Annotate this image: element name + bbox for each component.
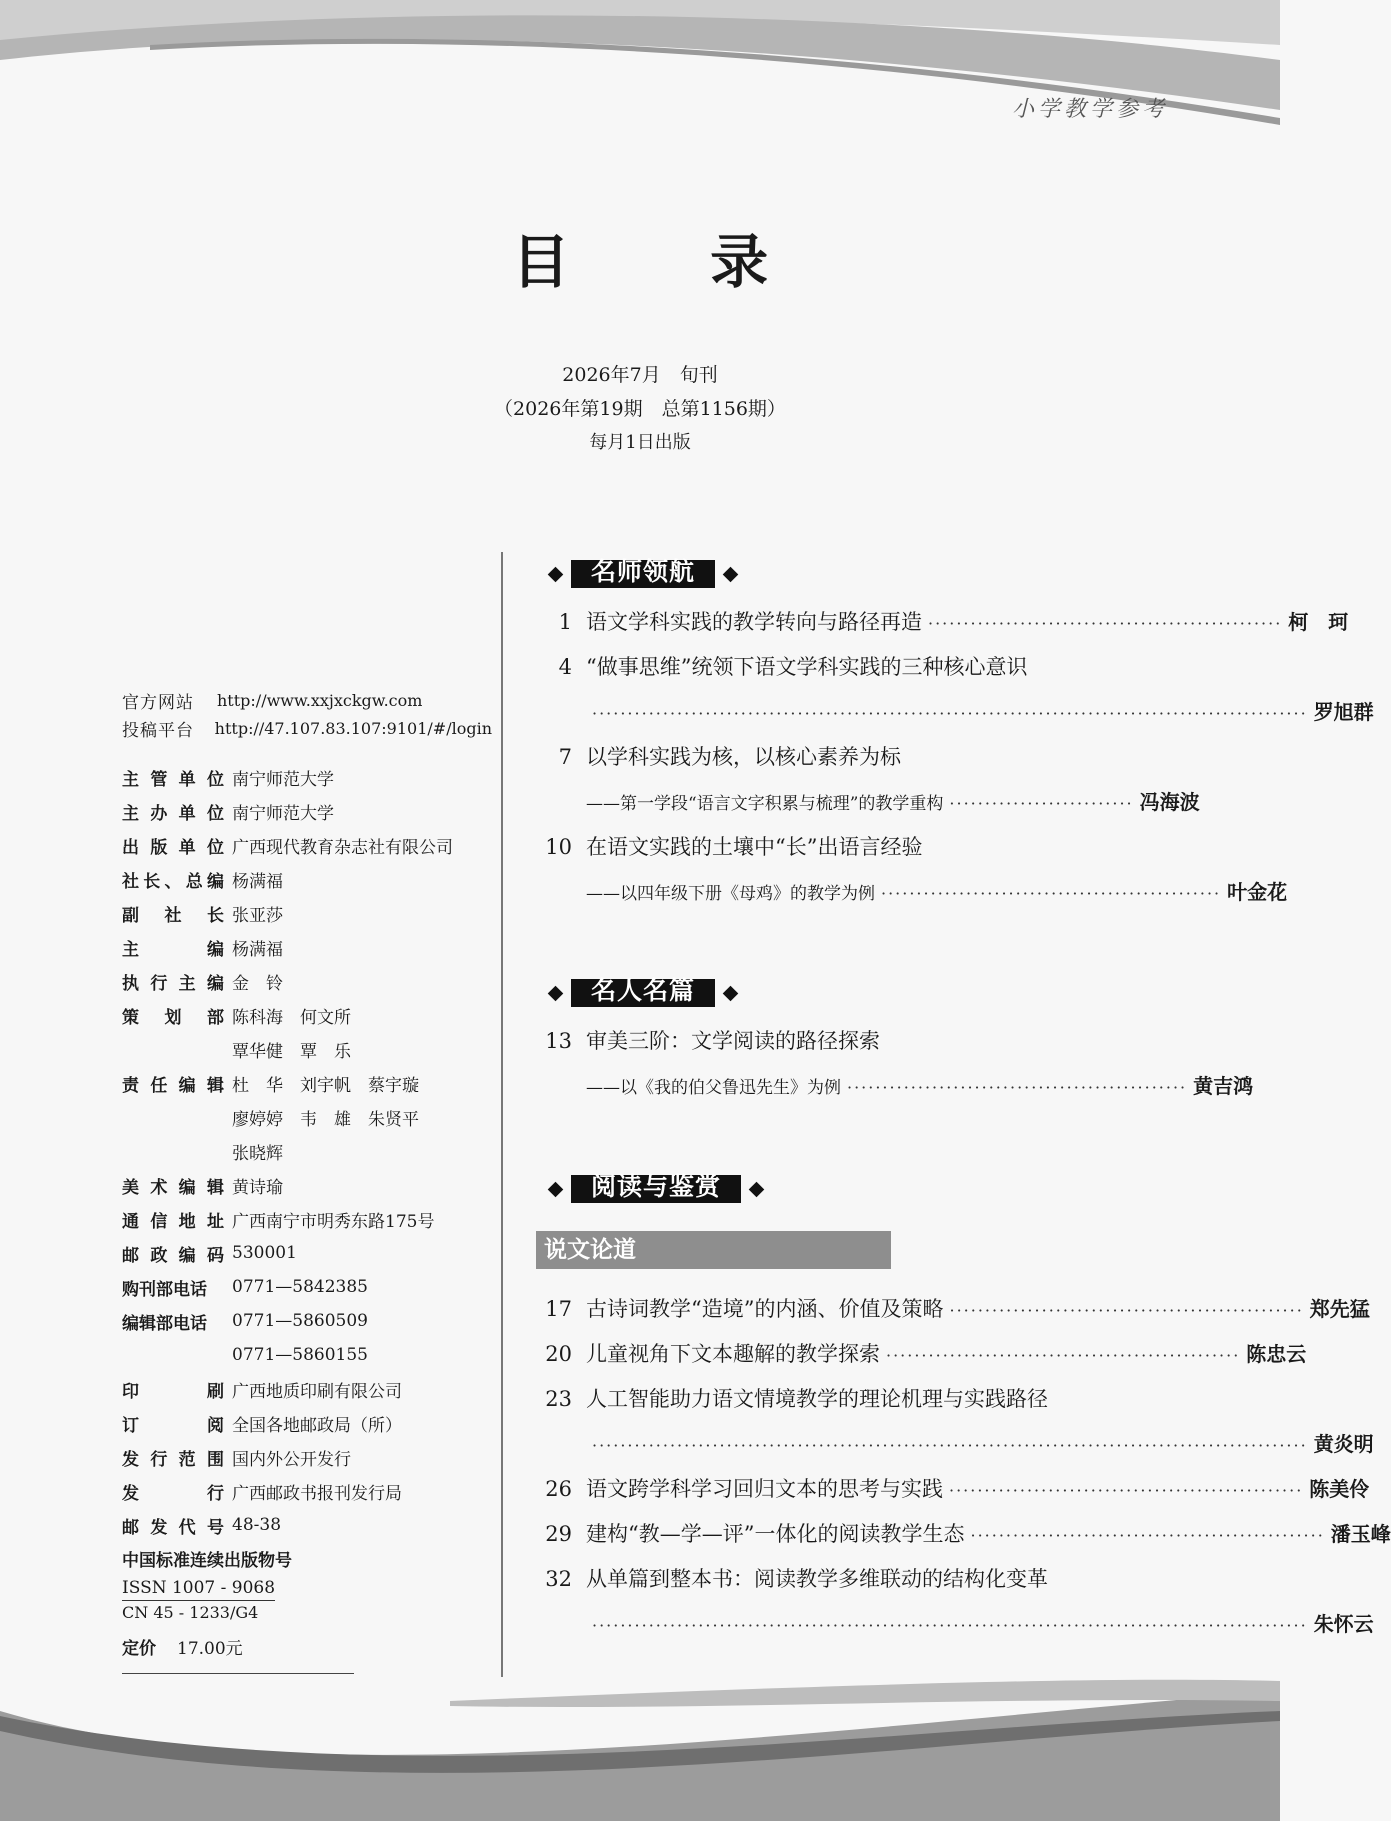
masthead-row [122, 1100, 492, 1134]
masthead-rows [122, 760, 492, 1542]
section-label: 名师领航 [571, 560, 715, 588]
masthead-row [122, 1406, 492, 1440]
cn-number: CN 45 - 1233/G4 [122, 1603, 259, 1622]
entry-author: 陈忠云 [1246, 1342, 1307, 1366]
masthead-value: 0771—5842385 [232, 1277, 368, 1297]
entry-author: 陈美伶 [1309, 1477, 1370, 1501]
masthead-bottom-rule [122, 1673, 354, 1674]
bottom-decorative-swoosh [0, 1671, 1280, 1821]
masthead-key: 责任编辑 [122, 1075, 224, 1096]
table-of-contents [536, 554, 1391, 1647]
diamond-icon [723, 985, 739, 1001]
masthead-row [122, 1134, 492, 1168]
entry-page: 13 [545, 1029, 572, 1053]
masthead-value: 陈科海 何文所 [232, 1007, 351, 1028]
section-label: 阅读与鉴赏 [571, 1175, 741, 1203]
entry-page: 29 [545, 1522, 572, 1546]
masthead-row [122, 896, 492, 930]
diamond-icon [723, 566, 739, 582]
leader-dots: ·························· [949, 794, 1134, 813]
leader-dots: ·················································· [949, 1301, 1304, 1320]
leader-dots: ····································································································· [592, 1436, 1308, 1455]
diamond-icon [548, 1181, 564, 1197]
masthead-row [122, 1338, 492, 1372]
masthead-key: 主管单位 [122, 769, 224, 790]
toc-entry[interactable] [536, 1512, 1391, 1557]
masthead-value: 南宁师范大学 [232, 769, 334, 790]
submission-row [122, 714, 492, 742]
masthead-value: 杨满福 [232, 939, 283, 960]
masthead-key: 主办单位 [122, 803, 224, 824]
masthead-value: 广西南宁市明秀东路175号 [232, 1211, 435, 1232]
masthead-value: 张晓辉 [232, 1143, 283, 1164]
masthead-row [122, 862, 492, 896]
toc-entry[interactable] [536, 1377, 1374, 1467]
issue-number: （2026年第19期 总第1156期） [494, 398, 786, 420]
entry-author: 潘玉峰 [1330, 1522, 1391, 1546]
masthead-value: 黄诗瑜 [232, 1177, 283, 1198]
column-divider [501, 552, 503, 1677]
masthead-row [122, 998, 492, 1032]
masthead-row [122, 794, 492, 828]
issn: ISSN 1007 - 9068 [122, 1576, 275, 1601]
masthead-key: 策划部 [122, 1007, 224, 1028]
entry-title: “做事思维”统领下语文学科实践的三种核心意识 [586, 655, 1028, 679]
entry-subtitle: ——第一学段“语言文字积累与梳理”的教学重构 [586, 794, 944, 814]
entry-author: 冯海波 [1139, 790, 1200, 814]
price-value: 17.00元 [177, 1638, 243, 1659]
entry-page: 20 [545, 1342, 572, 1366]
diamond-icon [749, 1181, 765, 1197]
masthead-row [122, 1508, 492, 1542]
diamond-icon [548, 985, 564, 1001]
entry-title: 从单篇到整本书：阅读教学多维联动的结构化变革 [586, 1567, 1048, 1591]
masthead-row [122, 1168, 492, 1202]
issue-date: 2026年7月 旬刊 [562, 364, 718, 386]
masthead-key: 出版单位 [122, 837, 224, 858]
toc-entry[interactable] [536, 735, 1200, 825]
masthead-row [122, 1440, 492, 1474]
masthead-key: 编辑部电话 [122, 1313, 207, 1334]
entry-author: 朱怀云 [1313, 1612, 1374, 1636]
entry-subtitle: ——以四年级下册《母鸡》的教学为例 [586, 884, 875, 904]
leader-dots: ·················································· [949, 1481, 1304, 1500]
price-label: 定价 [122, 1638, 156, 1659]
masthead-key: 邮发代号 [122, 1517, 224, 1538]
masthead-value: 全国各地邮政局（所） [232, 1415, 402, 1436]
masthead-key: 发行 [122, 1483, 224, 1504]
entry-author: 黄炎明 [1313, 1432, 1374, 1456]
entry-page: 1 [558, 610, 572, 634]
toc-entry[interactable] [536, 1557, 1374, 1647]
entry-title: 语文跨学科学习回归文本的思考与实践 [586, 1477, 943, 1501]
masthead-value: 广西地质印刷有限公司 [232, 1381, 402, 1402]
masthead-value: 48-38 [232, 1515, 282, 1535]
entry-page: 10 [545, 835, 572, 859]
masthead-row [122, 828, 492, 862]
masthead-value: 张亚莎 [232, 905, 283, 926]
masthead [122, 686, 492, 1674]
leader-dots: ·················································· [928, 614, 1283, 633]
masthead-key: 执行主编 [122, 973, 224, 994]
entry-title: 语文学科实践的教学转向与路径再造 [586, 610, 922, 634]
toc-entry[interactable] [536, 1467, 1370, 1512]
leader-dots: ····································································································· [592, 1616, 1308, 1635]
website-label: 官方网站 [122, 692, 194, 713]
page-title: 目 录 [511, 228, 829, 296]
price-row [122, 1629, 492, 1663]
toc-entry[interactable] [536, 600, 1349, 645]
masthead-row [122, 1270, 492, 1304]
toc-entry[interactable] [536, 1287, 1370, 1332]
section-label: 名人名篇 [571, 979, 715, 1007]
entry-page: 26 [545, 1477, 572, 1501]
masthead-row [122, 1066, 492, 1100]
entry-page: 7 [558, 745, 572, 769]
publish-day: 每月1日出版 [589, 432, 691, 453]
entry-page: 23 [545, 1387, 572, 1411]
masthead-key: 通信地址 [122, 1211, 224, 1232]
entry-author: 叶金花 [1227, 880, 1288, 904]
entry-author: 柯 珂 [1288, 610, 1349, 634]
masthead-value: 0771—5860155 [232, 1345, 368, 1365]
masthead-key: 订阅 [122, 1415, 224, 1436]
masthead-key: 社长、总编 [122, 871, 224, 892]
masthead-value: 杜 华 刘宇帆 蔡宇璇 [232, 1075, 419, 1096]
masthead-row [122, 1032, 492, 1066]
masthead-value: 杨满福 [232, 871, 283, 892]
leader-dots: ················································ [881, 884, 1222, 903]
masthead-key: 美术编辑 [122, 1177, 224, 1198]
masthead-value: 广西邮政书报刊发行局 [232, 1483, 402, 1504]
masthead-value: 530001 [232, 1243, 297, 1263]
subsection-band: 说文论道 [536, 1231, 891, 1269]
diamond-icon [548, 566, 564, 582]
entry-title: 儿童视角下文本趣解的教学探索 [586, 1342, 880, 1366]
leader-dots: ····································································································· [592, 704, 1308, 723]
masthead-key: 主编 [122, 939, 224, 960]
masthead-value: 广西现代教育杂志社有限公司 [232, 837, 453, 858]
entry-title: 在语文实践的土壤中“长”出语言经验 [586, 835, 923, 859]
masthead-key: 副社长 [122, 905, 224, 926]
toc-entry[interactable] [536, 825, 1288, 915]
masthead-row [122, 1304, 492, 1338]
entry-author: 黄吉鸿 [1193, 1074, 1254, 1098]
issue-info [0, 358, 1280, 460]
entry-title: 古诗词教学“造境”的内涵、价值及策略 [586, 1297, 944, 1321]
entry-author: 罗旭群 [1313, 700, 1374, 724]
masthead-value: 南宁师范大学 [232, 803, 334, 824]
entry-title: 人工智能助力语文情境教学的理论机理与实践路径 [586, 1387, 1048, 1411]
entry-author: 郑先猛 [1309, 1297, 1370, 1321]
masthead-key: 发行范围 [122, 1449, 224, 1470]
entry-page: 32 [545, 1567, 572, 1591]
toc-entry[interactable] [536, 1332, 1307, 1377]
masthead-value: 金 铃 [232, 973, 283, 994]
masthead-row [122, 930, 492, 964]
entry-page: 17 [545, 1297, 572, 1321]
masthead-row [122, 1372, 492, 1406]
masthead-key: 购刊部电话 [122, 1279, 207, 1300]
website-link[interactable]: http://www.xxjxckgw.com [217, 690, 423, 710]
submission-label: 投稿平台 [122, 720, 194, 741]
leader-dots: ·················································· [886, 1346, 1241, 1365]
running-head: 小学教学参考 [1011, 97, 1168, 122]
toc-entry[interactable] [536, 1019, 1254, 1109]
section-header [536, 554, 1166, 594]
masthead-key: 印刷 [122, 1381, 224, 1402]
toc-entry[interactable] [536, 645, 1374, 735]
entry-title: 建构“教—学—评”一体化的阅读教学生态 [586, 1522, 965, 1546]
masthead-row [122, 964, 492, 998]
masthead-value: 0771—5860509 [232, 1311, 368, 1331]
leader-dots: ················································ [847, 1078, 1188, 1097]
masthead-row [122, 1236, 492, 1270]
entry-page: 4 [558, 655, 572, 679]
standard-serial-title: 中国标准连续出版物号 [122, 1551, 292, 1571]
entry-title: 以学科实践为核，以核心素养为标 [586, 745, 901, 769]
section-header [536, 1169, 1166, 1209]
masthead-key: 邮政编码 [122, 1245, 224, 1266]
entry-title: 审美三阶：文学阅读的路径探索 [586, 1029, 880, 1053]
submission-link[interactable]: http://47.107.83.107:9101/#/login [214, 718, 492, 738]
masthead-value: 国内外公开发行 [232, 1449, 351, 1470]
website-row [122, 686, 492, 714]
masthead-row [122, 1202, 492, 1236]
masthead-value: 覃华健 覃 乐 [232, 1041, 351, 1062]
entry-subtitle: ——以《我的伯父鲁迅先生》为例 [586, 1078, 841, 1098]
section-header [536, 973, 1166, 1013]
leader-dots: ·················································· [970, 1526, 1325, 1545]
masthead-row [122, 1474, 492, 1508]
masthead-row [122, 760, 492, 794]
masthead-value: 廖婷婷 韦 雄 朱贤平 [232, 1109, 419, 1130]
